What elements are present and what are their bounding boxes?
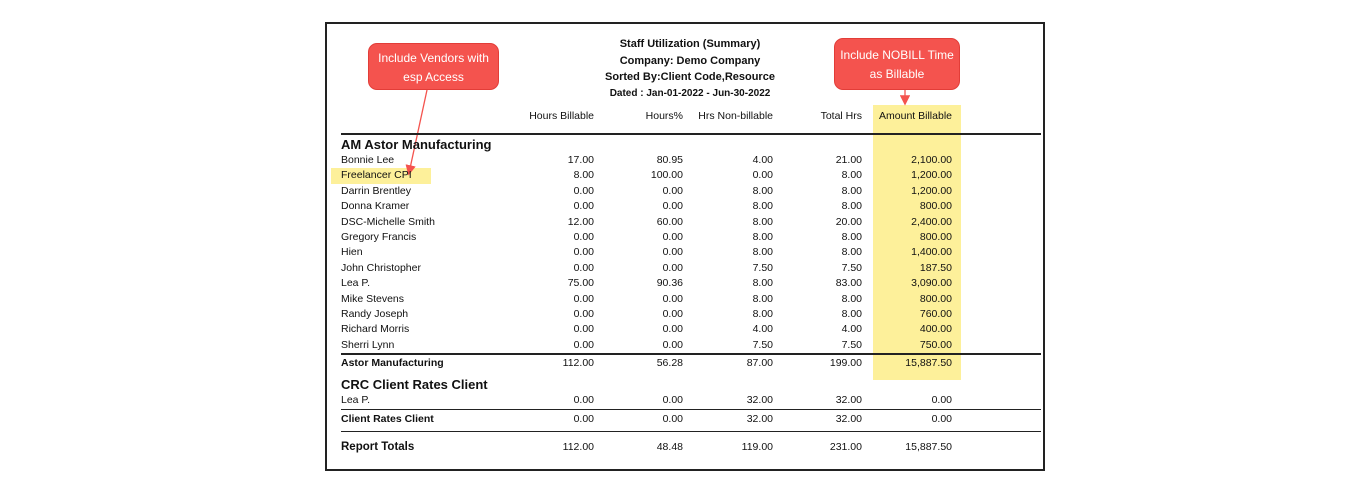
report-title: Staff Utilization (Summary) bbox=[619, 38, 761, 50]
table-row-cell: 800.00 bbox=[919, 292, 952, 305]
header-divider bbox=[341, 133, 1041, 135]
table-row-cell: 0.00 bbox=[573, 308, 594, 320]
table-row-cell: 4.00 bbox=[841, 323, 862, 336]
subtotal-row-label: Astor Manufacturing bbox=[341, 357, 444, 370]
table-row-cell: 83.00 bbox=[835, 277, 862, 290]
table-row-cell: 7.50 bbox=[841, 261, 862, 274]
table-row-label: Donna Kramer bbox=[341, 200, 410, 213]
totals-divider bbox=[341, 431, 1041, 433]
table-row-cell: 0.00 bbox=[662, 338, 683, 351]
table-row-cell: 0.00 bbox=[573, 323, 594, 336]
table-row-cell: 8.00 bbox=[752, 200, 773, 213]
arrow-vendors bbox=[409, 90, 427, 173]
table-row-cell: 8.00 bbox=[841, 184, 862, 197]
table-row-cell: 100.00 bbox=[650, 169, 683, 182]
table-row-cell: 0.00 bbox=[662, 184, 683, 197]
table-row-cell: 400.00 bbox=[919, 323, 952, 336]
table-row-cell: 80.95 bbox=[656, 154, 683, 166]
table-row-cell: 0.00 bbox=[573, 261, 594, 274]
table-row-cell: 32.00 bbox=[835, 394, 862, 407]
table-row-cell: 0.00 bbox=[931, 394, 952, 407]
table-row-cell: 7.50 bbox=[752, 338, 773, 351]
subtotal-divider bbox=[341, 353, 1041, 355]
column-header: Amount Billable bbox=[879, 110, 952, 122]
table-row-cell: 0.00 bbox=[662, 394, 683, 407]
table-row-cell: 8.00 bbox=[841, 292, 862, 305]
callout-vendors: Include Vendors with esp Access bbox=[368, 43, 499, 90]
report-dates: Dated : Jan-01-2022 - Jun-30-2022 bbox=[609, 88, 771, 99]
table-row-cell: 0.00 bbox=[752, 169, 773, 182]
column-header: Hours% bbox=[645, 110, 683, 122]
table-row-cell: 8.00 bbox=[752, 292, 773, 305]
group-title: CRC Client Rates Client bbox=[341, 377, 488, 393]
table-row-cell: 0.00 bbox=[662, 292, 683, 305]
report-totals-row-cell: 48.48 bbox=[656, 441, 683, 453]
table-row-cell: 0.00 bbox=[662, 200, 683, 213]
table-row-label: Randy Joseph bbox=[341, 308, 409, 320]
column-header: Hrs Non-billable bbox=[698, 110, 773, 122]
table-row-cell: 8.00 bbox=[573, 169, 594, 182]
table-row-cell: 0.00 bbox=[573, 184, 594, 197]
table-row-cell: 8.00 bbox=[752, 231, 773, 243]
table-row-cell: 8.00 bbox=[841, 231, 862, 243]
table-row-cell: 1,200.00 bbox=[911, 169, 952, 182]
report-totals-row-label: Report Totals bbox=[341, 441, 415, 453]
table-row-label: Freelancer CPI bbox=[341, 169, 412, 182]
report-sort: Sorted By:Client Code,Resource bbox=[605, 71, 775, 83]
subtotal-row-cell: 87.00 bbox=[746, 357, 773, 370]
table-row-cell: 60.00 bbox=[656, 215, 683, 228]
table-row-cell: 0.00 bbox=[662, 231, 683, 243]
report-company: Company: Demo Company bbox=[619, 55, 761, 67]
column-header: Total Hrs bbox=[820, 110, 862, 122]
table-row-label: John Christopher bbox=[341, 261, 421, 274]
report-totals-row-cell: 112.00 bbox=[562, 441, 594, 453]
table-row-label: Lea P. bbox=[341, 277, 371, 290]
table-row-cell: 8.00 bbox=[752, 277, 773, 290]
table-row-cell: 8.00 bbox=[752, 184, 773, 197]
table-row-cell: 2,400.00 bbox=[911, 215, 952, 228]
table-row-cell: 7.50 bbox=[841, 338, 862, 351]
subtotal-divider bbox=[341, 409, 1041, 411]
table-row-cell: 0.00 bbox=[573, 338, 594, 351]
table-row-cell: 32.00 bbox=[746, 394, 773, 407]
table-row-cell: 0.00 bbox=[573, 200, 594, 213]
table-row-label: DSC-Michelle Smith bbox=[341, 215, 435, 228]
report-totals-row-cell: 231.00 bbox=[829, 441, 862, 453]
table-row-cell: 1,400.00 bbox=[911, 246, 952, 259]
table-row-cell: 750.00 bbox=[919, 338, 952, 351]
subtotal-row-cell: 199.00 bbox=[829, 357, 862, 370]
table-row-cell: 3,090.00 bbox=[911, 277, 952, 290]
table-row-cell: 8.00 bbox=[841, 169, 862, 182]
subtotal-row-cell: 32.00 bbox=[746, 412, 773, 425]
table-row-cell: 760.00 bbox=[919, 308, 952, 320]
table-row-cell: 2,100.00 bbox=[911, 154, 952, 166]
subtotal-row-cell: 0.00 bbox=[662, 412, 683, 425]
table-row-cell: 20.00 bbox=[835, 215, 862, 228]
table-row-cell: 4.00 bbox=[752, 323, 773, 336]
table-row-cell: 0.00 bbox=[573, 292, 594, 305]
table-row-cell: 800.00 bbox=[919, 200, 952, 213]
table-row-cell: 8.00 bbox=[752, 215, 773, 228]
table-row-label: Hien bbox=[341, 246, 363, 259]
table-row-cell: 0.00 bbox=[662, 323, 683, 336]
table-row-cell: 0.00 bbox=[573, 231, 594, 243]
subtotal-row-cell: 56.28 bbox=[656, 357, 683, 370]
table-row-label: Mike Stevens bbox=[341, 292, 405, 305]
table-row-label: Darrin Brentley bbox=[341, 184, 412, 197]
table-row-cell: 0.00 bbox=[662, 308, 683, 320]
table-row-cell: 21.00 bbox=[835, 154, 862, 166]
callout-nobill: Include NOBILL Time as Billable bbox=[834, 38, 960, 90]
subtotal-row-cell: 112.00 bbox=[562, 357, 594, 370]
table-row-cell: 8.00 bbox=[841, 308, 862, 320]
table-row-cell: 800.00 bbox=[919, 231, 952, 243]
table-row-cell: 1,200.00 bbox=[911, 184, 952, 197]
table-row-label: Richard Morris bbox=[341, 323, 410, 336]
table-row-cell: 17.00 bbox=[567, 154, 594, 166]
group-title: AM Astor Manufacturing bbox=[341, 137, 492, 152]
table-row-cell: 8.00 bbox=[752, 246, 773, 259]
table-row-cell: 8.00 bbox=[841, 246, 862, 259]
subtotal-row-cell: 32.00 bbox=[835, 412, 862, 425]
subtotal-row-cell: 0.00 bbox=[931, 412, 952, 425]
report-totals-row-cell: 15,887.50 bbox=[905, 441, 952, 453]
table-row-label: Lea P. bbox=[341, 394, 371, 407]
subtotal-row-cell: 15,887.50 bbox=[905, 357, 952, 370]
column-header: Hours Billable bbox=[529, 110, 594, 122]
table-row-cell: 187.50 bbox=[919, 261, 952, 274]
table-row-cell: 8.00 bbox=[752, 308, 773, 320]
table-row-cell: 0.00 bbox=[662, 246, 683, 259]
table-row-cell: 4.00 bbox=[752, 154, 773, 166]
table-row-cell: 8.00 bbox=[841, 200, 862, 213]
table-row-label: Bonnie Lee bbox=[341, 154, 395, 166]
table-row-cell: 90.36 bbox=[656, 277, 683, 290]
report-totals-row-cell: 119.00 bbox=[741, 441, 773, 453]
subtotal-row-label: Client Rates Client bbox=[341, 412, 434, 425]
table-row-cell: 0.00 bbox=[662, 261, 683, 274]
table-row-cell: 7.50 bbox=[752, 261, 773, 274]
table-row-cell: 75.00 bbox=[567, 277, 594, 290]
table-row-cell: 0.00 bbox=[573, 394, 594, 407]
table-row-label: Sherri Lynn bbox=[341, 338, 395, 351]
subtotal-row-cell: 0.00 bbox=[573, 412, 594, 425]
table-row-cell: 12.00 bbox=[567, 215, 594, 228]
table-row-label: Gregory Francis bbox=[341, 231, 417, 243]
table-row-cell: 0.00 bbox=[573, 246, 594, 259]
